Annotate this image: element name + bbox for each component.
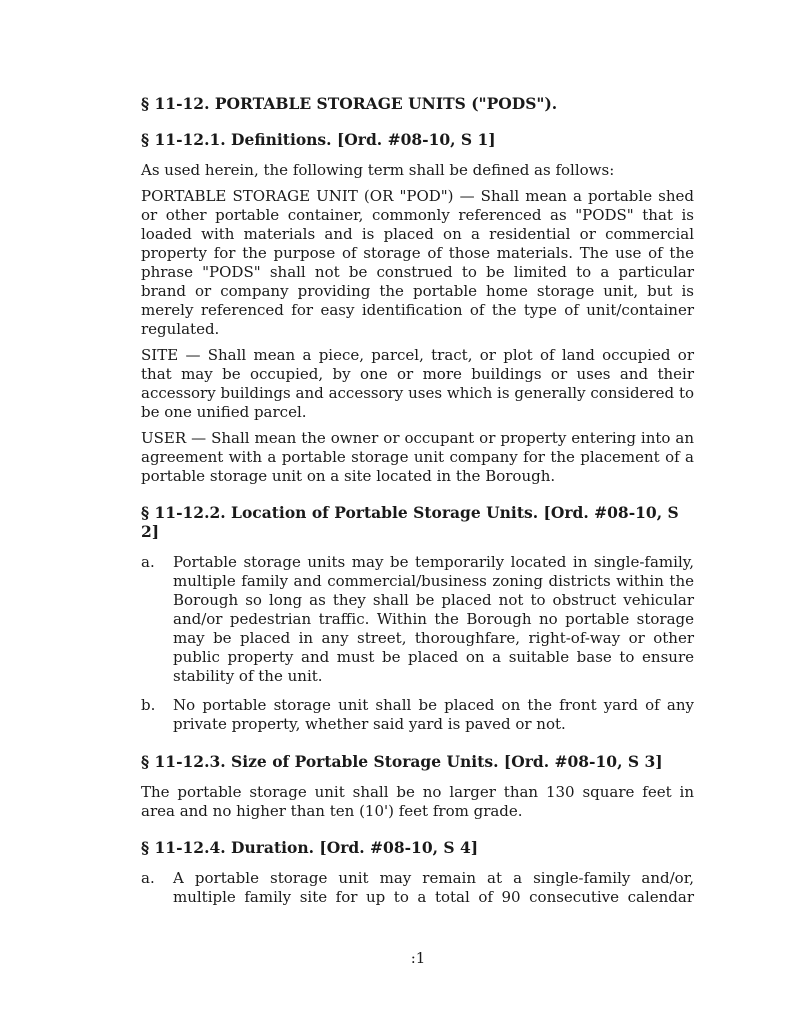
section-heading-size: § 11-12.3. Size of Portable Storage Units. [Ord. #08-10, S 3] — [141, 752, 663, 771]
list-item — [141, 696, 694, 734]
document-title: § 11-12. PORTABLE STORAGE UNITS ("PODS"). — [141, 94, 558, 113]
section-heading-location: § 11-12.2. Location of Portable Storage Units. [Ord. #08-10, S 2] — [141, 503, 679, 541]
list-item — [141, 553, 694, 686]
definition-site: SITE — Shall mean a piece, parcel, tract, or plot of land occupied or that may be occupied, by one or more buildings or uses and their accessory buildings and accessory uses which is generally considered to be one unified parcel. — [141, 346, 694, 421]
paragraph-intro: As used herein, the following term shall be defined as follows: — [141, 161, 615, 179]
page-number: :1 — [410, 949, 426, 967]
list-text: No portable storage unit shall be placed on the front yard of any private property, whether said yard is paved or not. — [173, 696, 694, 733]
definition-user: USER — Shall mean the owner or occupant or property entering into an agreement with a portable storage unit company for the placement of a portable storage unit on a site located in the Borough. — [141, 429, 694, 485]
section-heading-definitions: § 11-12.1. Definitions. [Ord. #08-10, S 1] — [141, 130, 496, 149]
section-heading-duration: § 11-12.4. Duration. [Ord. #08-10, S 4] — [141, 838, 479, 857]
list-marker: a. — [141, 553, 155, 571]
list-text: Portable storage units may be temporarily located in single-family, multiple family and commercial/business zoning districts within the Borough so long as they shall be placed not to obstruct vehicular and/or pedestrian traffic. Within the Borough no portable storage may be placed in any street, thoroughfare, right-of-way or other public property and must be placed on a suitable base to ensure stability of the unit. — [173, 553, 694, 685]
list-text: A portable storage unit may remain at a single-family and/or, multiple family site for up to a total of 90 consecutive calendar — [173, 869, 694, 906]
paragraph-size: The portable storage unit shall be no larger than 130 square feet in area and no higher than ten (10') feet from grade. — [141, 783, 694, 820]
list-marker: a. — [141, 869, 155, 887]
list-marker: b. — [141, 696, 156, 714]
list-item — [141, 869, 694, 907]
definition-pod: PORTABLE STORAGE UNIT (OR "POD") — Shall mean a portable shed or other portable container, commonly referenced as "PODS" that is loaded with materials and is placed on a residential or commercial property for the purpose of storage of those materials. The use of the phrase "PODS" shall not be construed to be limited to a particular brand or company providing the portable home storage unit, but is merely referenced for easy identification of the type of unit/container regulated. — [141, 187, 694, 338]
